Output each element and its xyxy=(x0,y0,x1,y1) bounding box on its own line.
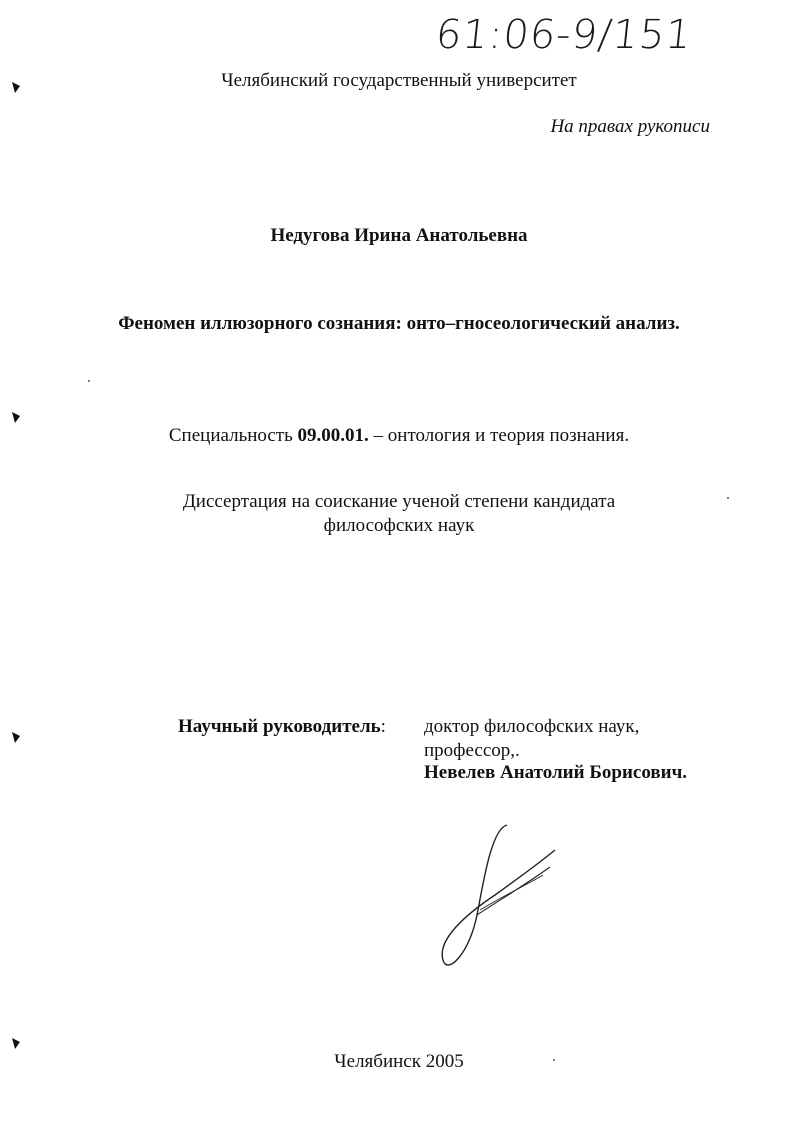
dissertation-description-line1: Диссертация на соискание ученой степени кандидата xyxy=(182,491,616,512)
supervisor-signature xyxy=(425,815,570,990)
supervisor-rank: профессор,. xyxy=(424,740,520,761)
binding-hole-mark xyxy=(9,80,23,94)
binding-hole-mark xyxy=(9,1036,23,1050)
city-year: Челябинск 2005 xyxy=(334,1051,464,1072)
scan-speck xyxy=(553,1059,555,1061)
rights-note: На правах рукописи xyxy=(550,116,710,137)
specialty-prefix: Специальность xyxy=(168,425,298,446)
supervisor-label-text: Научный руководитель xyxy=(178,716,381,737)
specialty-code: 09.00.01. xyxy=(297,425,369,446)
supervisor-degree: доктор философских наук, xyxy=(424,716,640,737)
specialty-suffix: – онтология и теория познания. xyxy=(368,425,630,446)
binding-hole-mark xyxy=(9,410,23,424)
supervisor-label xyxy=(178,716,386,738)
supervisor-label-colon: : xyxy=(380,716,386,737)
university-name: Челябинский государственный университет xyxy=(221,70,577,91)
handwritten-archive-code: 61:06-9/151 xyxy=(433,12,695,58)
specialty-line xyxy=(0,425,798,447)
supervisor-name: Невелев Анатолий Борисович. xyxy=(424,762,688,783)
dissertation-description-line2: философских наук xyxy=(323,515,475,536)
scan-speck xyxy=(727,497,729,499)
scan-speck xyxy=(88,380,90,382)
author-name: Недугова Ирина Анатольевна xyxy=(270,225,528,246)
binding-hole-mark xyxy=(9,730,23,744)
dissertation-title: Феномен иллюзорного сознания: онто–гносеологический анализ. xyxy=(118,313,680,334)
